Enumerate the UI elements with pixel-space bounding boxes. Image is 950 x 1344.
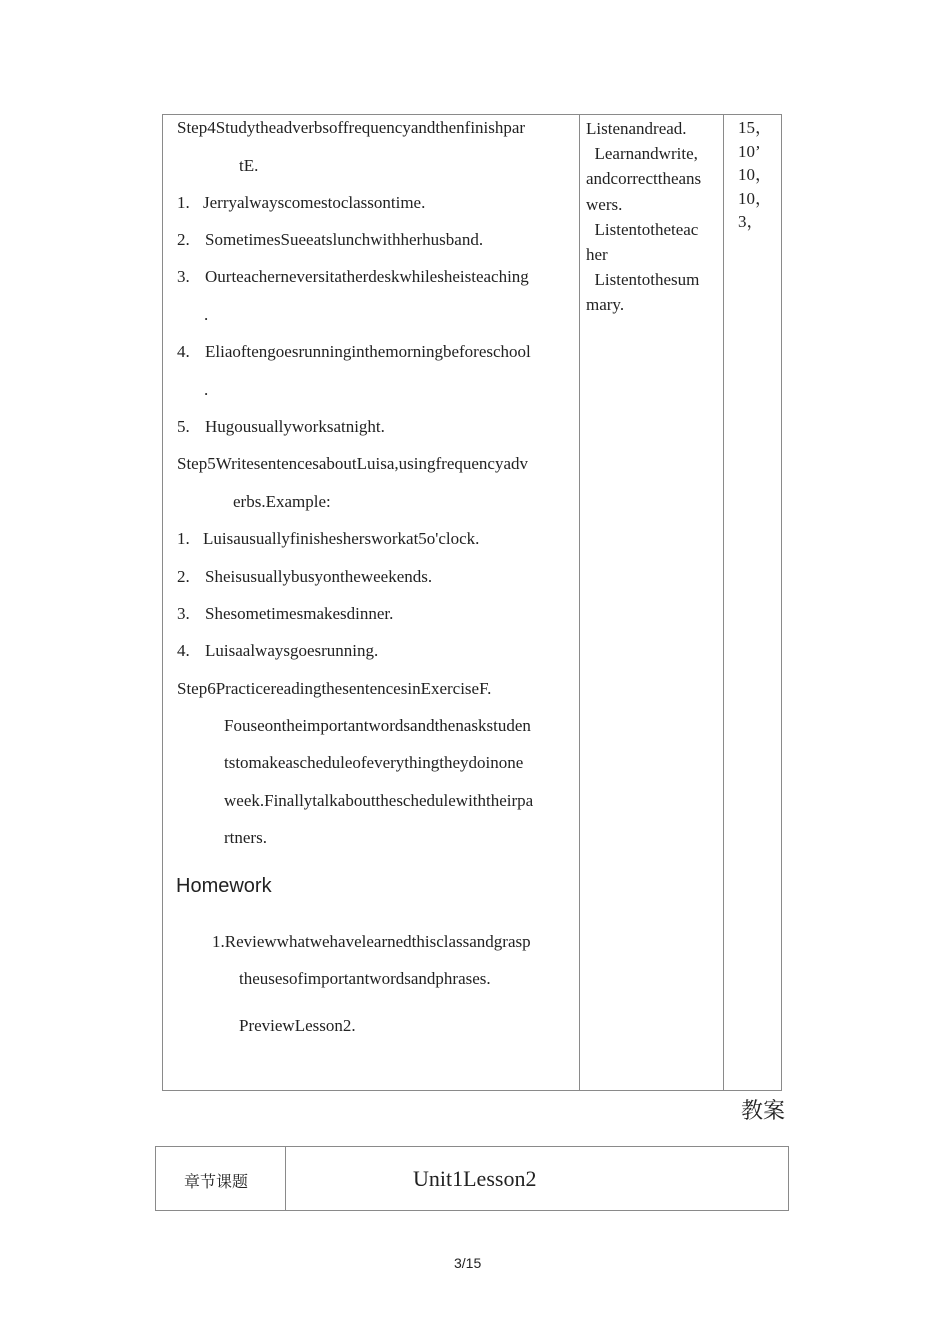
activities-column	[586, 116, 718, 318]
activity-line: Learnandwrite,	[586, 144, 698, 164]
step6-line: tstomakeascheduleofeverythingtheydoinone	[224, 753, 524, 772]
step5-title: Step5WritesentencesaboutLuisa,usingfrequencyadv	[177, 454, 529, 473]
step6-title: Step6PracticereadingthesentencesinExerciseF.	[177, 679, 492, 698]
list-item: 3. Ourteacherneversitatherdeskwhilesheisteaching	[177, 267, 529, 286]
page-number: 3/15	[454, 1255, 482, 1271]
item3-cont: .	[204, 305, 209, 324]
chapter-label: 章节课题	[184, 1172, 249, 1191]
chapter-border-bottom	[155, 1210, 789, 1211]
time-value: 10’	[738, 141, 761, 161]
homework-line: 1.Reviewwhatwehavelearnedthisclassandgrasp	[212, 932, 531, 951]
time-value: 10，	[738, 165, 772, 184]
chapter-border-top	[155, 1146, 789, 1147]
table-divider-2	[723, 114, 724, 1091]
doc-heading: 教案	[741, 1099, 786, 1124]
step6-line: Fouseontheimportantwordsandthenaskstuden	[224, 716, 531, 735]
time-column	[738, 116, 780, 234]
table-border-left	[162, 114, 163, 1091]
chapter-border-left	[155, 1146, 156, 1211]
table-border-right	[781, 114, 782, 1091]
time-value: 15，	[738, 118, 772, 137]
list-item: 1. Jerryalwayscomestoclassontime.	[177, 193, 426, 212]
step6-line: week.Finallytalkabouttheschedulewiththeirpa	[224, 791, 534, 810]
homework-title: Homework	[176, 875, 272, 897]
homework-line: theusesofimportantwordsandphrases.	[239, 969, 491, 988]
list-item: 2. SometimesSueeatslunchwithherhusband.	[177, 230, 484, 249]
activity-line: her	[586, 245, 608, 265]
step5-title-cont: erbs.Example:	[233, 492, 331, 511]
table-divider-1	[579, 114, 580, 1091]
list-item: 4. Eliaoftengoesrunninginthemorningbeforeschool	[177, 342, 531, 361]
time-value: 3，	[738, 212, 764, 231]
list-item: 5. Hugousuallyworksatnight.	[177, 417, 385, 436]
list-item: 3. Shesometimesmakesdinner.	[177, 604, 394, 623]
activity-line: Listentotheteac	[586, 219, 699, 239]
homework-line: PreviewLesson2.	[239, 1016, 356, 1035]
chapter-divider	[285, 1146, 286, 1211]
activity-line: Listentothesum	[586, 270, 700, 290]
activity-line: andcorrecttheans	[586, 169, 702, 189]
time-value: 10，	[738, 188, 772, 208]
step4-title-cont: tE.	[239, 156, 259, 175]
activity-line: mary.	[586, 295, 625, 315]
table-border-bottom	[162, 1090, 782, 1091]
chapter-border-right	[788, 1146, 789, 1211]
table-border-top	[162, 114, 782, 115]
chapter-value: Unit1Lesson2	[413, 1166, 537, 1191]
activity-line: Listenandread.	[586, 119, 687, 138]
list-item: 1. Luisausuallyfinisheshersworkat5o'clock.	[177, 529, 480, 548]
activity-line: wers.	[586, 194, 623, 214]
step4-title: Step4Studytheadverbsoffrequencyandthenfinishpar	[177, 118, 526, 137]
list-item: 2. Sheisusuallybusyontheweekends.	[177, 567, 433, 586]
item4-cont: .	[204, 380, 209, 399]
step6-line: rtners.	[224, 828, 267, 847]
list-item: 4. Luisaalwaysgoesrunning.	[177, 641, 379, 660]
